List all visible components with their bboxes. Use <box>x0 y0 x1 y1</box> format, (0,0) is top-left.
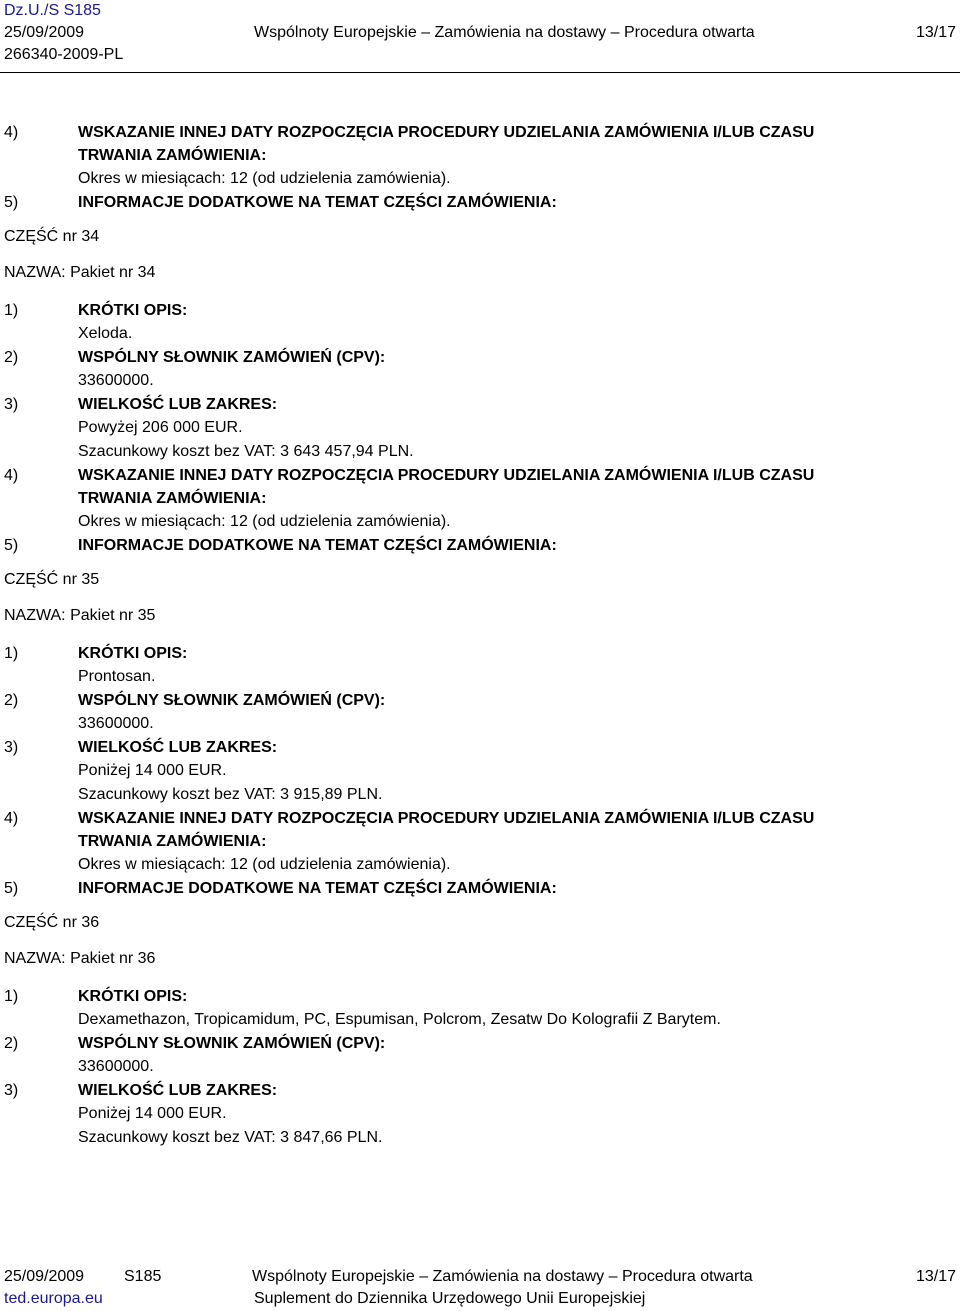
section-number: 2) <box>4 692 19 709</box>
section-heading: KRÓTKI OPIS: <box>78 645 188 662</box>
section-2 <box>4 346 954 393</box>
part-number: CZĘŚĆ nr 36 <box>4 914 100 931</box>
section-number: 3) <box>4 396 19 413</box>
section-1 <box>4 299 954 346</box>
section-4-top <box>4 121 954 191</box>
part-number: CZĘŚĆ nr 35 <box>4 571 100 588</box>
section-4 <box>4 807 954 877</box>
section-number: 4) <box>4 810 19 827</box>
section-heading: WSKAZANIE INNEJ DATY ROZPOCZĘCIA PROCEDURY UDZIELANIA ZAMÓWIENIA I/LUB CZASU <box>78 124 815 141</box>
section-value-cost: Szacunkowy koszt bez VAT: 3 643 457,94 PLN. <box>78 443 414 460</box>
section-value: Poniżej 14 000 EUR. <box>78 1105 227 1122</box>
notice-id: 266340-2009-PL <box>4 46 124 63</box>
section-1 <box>4 642 954 689</box>
section-heading: INFORMACJE DODATKOWE NA TEMAT CZĘŚCI ZAMÓWIENIA: <box>78 194 557 211</box>
section-number: 3) <box>4 1082 19 1099</box>
section-5 <box>4 534 954 558</box>
section-number: 5) <box>4 880 19 897</box>
section-3 <box>4 736 954 807</box>
section-heading: WSPÓLNY SŁOWNIK ZAMÓWIEŃ (CPV): <box>78 692 386 709</box>
ted-website-link[interactable]: ted.europa.eu <box>4 1290 103 1307</box>
header-date: 25/09/2009 <box>4 24 85 41</box>
section-value: Dexamethazon, Tropicamidum, PC, Espumisan, Polcrom, Zesatw Do Kolografii Z Barytem. <box>78 1011 721 1028</box>
header-title: Wspólnoty Europejskie – Zamówienia na dostawy – Procedura otwarta <box>254 24 755 41</box>
footer-issue-code: S185 <box>124 1268 162 1285</box>
section-2 <box>4 689 954 736</box>
section-2 <box>4 1032 954 1079</box>
section-heading-cont: TRWANIA ZAMÓWIENIA: <box>78 490 267 507</box>
section-number: 1) <box>4 645 19 662</box>
section-heading: INFORMACJE DODATKOWE NA TEMAT CZĘŚCI ZAMÓWIENIA: <box>78 880 557 897</box>
section-number: 3) <box>4 739 19 756</box>
section-heading: WIELKOŚĆ LUB ZAKRES: <box>78 1082 278 1099</box>
section-3 <box>4 393 954 464</box>
footer-date: 25/09/2009 <box>4 1268 85 1285</box>
part-name: NAZWA: Pakiet nr 36 <box>4 950 156 967</box>
section-heading: WSPÓLNY SŁOWNIK ZAMÓWIEŃ (CPV): <box>78 1035 386 1052</box>
footer-title: Wspólnoty Europejskie – Zamówienia na dostawy – Procedura otwarta <box>252 1268 753 1285</box>
section-5 <box>4 877 954 901</box>
document-body <box>4 121 954 1150</box>
part-name: NAZWA: Pakiet nr 34 <box>4 264 156 281</box>
section-number: 5) <box>4 194 19 211</box>
section-heading-cont: TRWANIA ZAMÓWIENIA: <box>78 833 267 850</box>
section-heading: WSPÓLNY SŁOWNIK ZAMÓWIEŃ (CPV): <box>78 349 386 366</box>
section-number: 4) <box>4 467 19 484</box>
section-number: 1) <box>4 988 19 1005</box>
footer-supplement: Suplement do Dziennika Urzędowego Unii Europejskiej <box>254 1290 646 1307</box>
footer-page-number: 13/17 <box>915 1268 956 1285</box>
section-value-cost: Szacunkowy koszt bez VAT: 3 915,89 PLN. <box>78 786 383 803</box>
section-3 <box>4 1079 954 1150</box>
header-divider <box>0 72 960 73</box>
section-number: 2) <box>4 349 19 366</box>
section-heading: INFORMACJE DODATKOWE NA TEMAT CZĘŚCI ZAMÓWIENIA: <box>78 537 557 554</box>
section-value: 33600000. <box>78 1058 154 1075</box>
section-value: 33600000. <box>78 372 154 389</box>
section-4 <box>4 464 954 534</box>
section-heading: WIELKOŚĆ LUB ZAKRES: <box>78 739 278 756</box>
section-heading: KRÓTKI OPIS: <box>78 302 188 319</box>
page-footer <box>4 1266 956 1310</box>
section-value: Okres w miesiącach: 12 (od udzielenia zamówienia). <box>78 856 451 873</box>
section-value: Okres w miesiącach: 12 (od udzielenia zamówienia). <box>78 170 451 187</box>
section-value: Prontosan. <box>78 668 156 685</box>
page-header <box>4 0 956 66</box>
section-number: 5) <box>4 537 19 554</box>
header-page-number: 13/17 <box>915 24 956 41</box>
journal-source-link[interactable]: Dz.U./S S185 <box>4 2 101 19</box>
section-heading: WSKAZANIE INNEJ DATY ROZPOCZĘCIA PROCEDURY UDZIELANIA ZAMÓWIENIA I/LUB CZASU <box>78 810 815 827</box>
section-number: 4) <box>4 124 19 141</box>
section-heading: KRÓTKI OPIS: <box>78 988 188 1005</box>
section-value: 33600000. <box>78 715 154 732</box>
section-5-top <box>4 191 954 215</box>
section-heading: WSKAZANIE INNEJ DATY ROZPOCZĘCIA PROCEDURY UDZIELANIA ZAMÓWIENIA I/LUB CZASU <box>78 467 815 484</box>
section-heading: WIELKOŚĆ LUB ZAKRES: <box>78 396 278 413</box>
part-number: CZĘŚĆ nr 34 <box>4 228 100 245</box>
part-name: NAZWA: Pakiet nr 35 <box>4 607 156 624</box>
section-value: Poniżej 14 000 EUR. <box>78 762 227 779</box>
section-number: 1) <box>4 302 19 319</box>
section-heading-cont: TRWANIA ZAMÓWIENIA: <box>78 147 267 164</box>
section-value-cost: Szacunkowy koszt bez VAT: 3 847,66 PLN. <box>78 1129 383 1146</box>
section-number: 2) <box>4 1035 19 1052</box>
section-value: Xeloda. <box>78 325 133 342</box>
section-value: Powyżej 206 000 EUR. <box>78 419 243 436</box>
section-value: Okres w miesiącach: 12 (od udzielenia zamówienia). <box>78 513 451 530</box>
section-1 <box>4 985 954 1032</box>
